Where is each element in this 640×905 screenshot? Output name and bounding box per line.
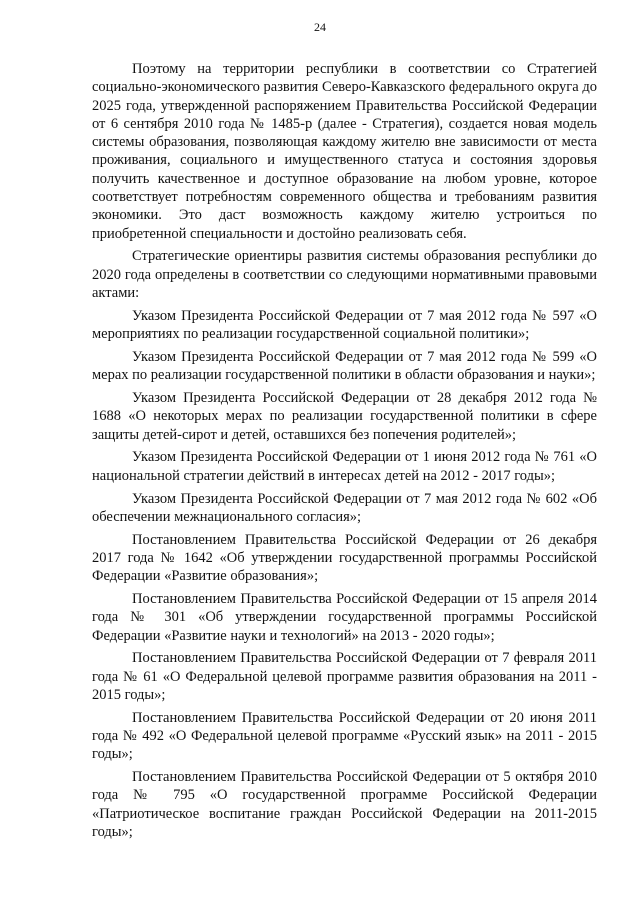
legal-act-item: Указом Президента Российской Федерации от 7 мая 2012 года № 597 «О мероприятиях по реализации государственной социальной политики»; — [92, 307, 597, 343]
legal-act-item: Постановлением Правительства Российской Федерации от 20 июня 2011 года № 492 «О Федеральной целевой программе «Русский язык» на 2011 - 2015 годы»; — [92, 709, 597, 763]
paragraph-strategic-guidelines: Стратегические ориентиры развития системы образования республики до 2020 года определены в соответствии со следующими нормативными правовыми актами: — [92, 248, 597, 302]
legal-act-item: Указом Президента Российской Федерации от 1 июня 2012 года № 761 «О национальной стратегии действий в интересах детей на 2012 - 2017 годы»; — [92, 449, 597, 484]
legal-act-item: Постановлением Правительства Российской Федерации от 7 февраля 2011 года № 61 «О Федеральной целевой программе развития образования на 2011 - 2015 годы»; — [92, 650, 597, 703]
paragraph-intro: Поэтому на территории республики в соответствии со Стратегией социально-экономического развития Северо-Кавказского федерального округа до 2025 года, утвержденной распоряжением Правительства Российской Федерации от 6 сентября 2010 года № 1485-р (далее - Стратегия), создается новая модель системы образования, позволяющая каждому жителю вне зависимости от места проживания, социального и имущественного статуса и состояния здоровья получить качественное и доступное образование на любом уровне, которое соответствует потребностям современного общества и требованиям развития экономики. Это даст возможность каждому жителю устроиться по приобретенной специальности и достойно реализовать себя. — [92, 61, 597, 242]
legal-act-item: Указом Президента Российской Федерации от 7 мая 2012 года № 602 «Об обеспечении межнационального согласия»; — [92, 490, 597, 525]
legal-act-item: Постановлением Правительства Российской Федерации от 15 апреля 2014 года № 301 «Об утверждении государственной программы Российской Федерации «Развитие науки и технологий» на 2013 - 2020 годы»; — [92, 591, 597, 644]
legal-act-item: Постановлением Правительства Российской Федерации от 26 декабря 2017 года № 1642 «Об утверждении государственной программы Российской Федерации «Развитие образования»; — [92, 531, 597, 585]
document-body — [92, 60, 597, 846]
page-number: 24 — [314, 20, 326, 34]
legal-act-item: Указом Президента Российской Федерации от 28 декабря 2012 года № 1688 «О некоторых мерах по реализации государственной политики в сфере защиты детей-сирот и детей, оставшихся без попечения родителей»; — [92, 390, 597, 443]
legal-act-item: Постановлением Правительства Российской Федерации от 5 октября 2010 года № 795 «О государственной программе Российской Федерации «Патриотическое воспитание граждан Российской Федерации на 2011-2015 годы»; — [92, 769, 597, 841]
legal-act-item: Указом Президента Российской Федерации от 7 мая 2012 года № 599 «О мерах по реализации государственной политики в области образования и науки»; — [92, 348, 597, 384]
